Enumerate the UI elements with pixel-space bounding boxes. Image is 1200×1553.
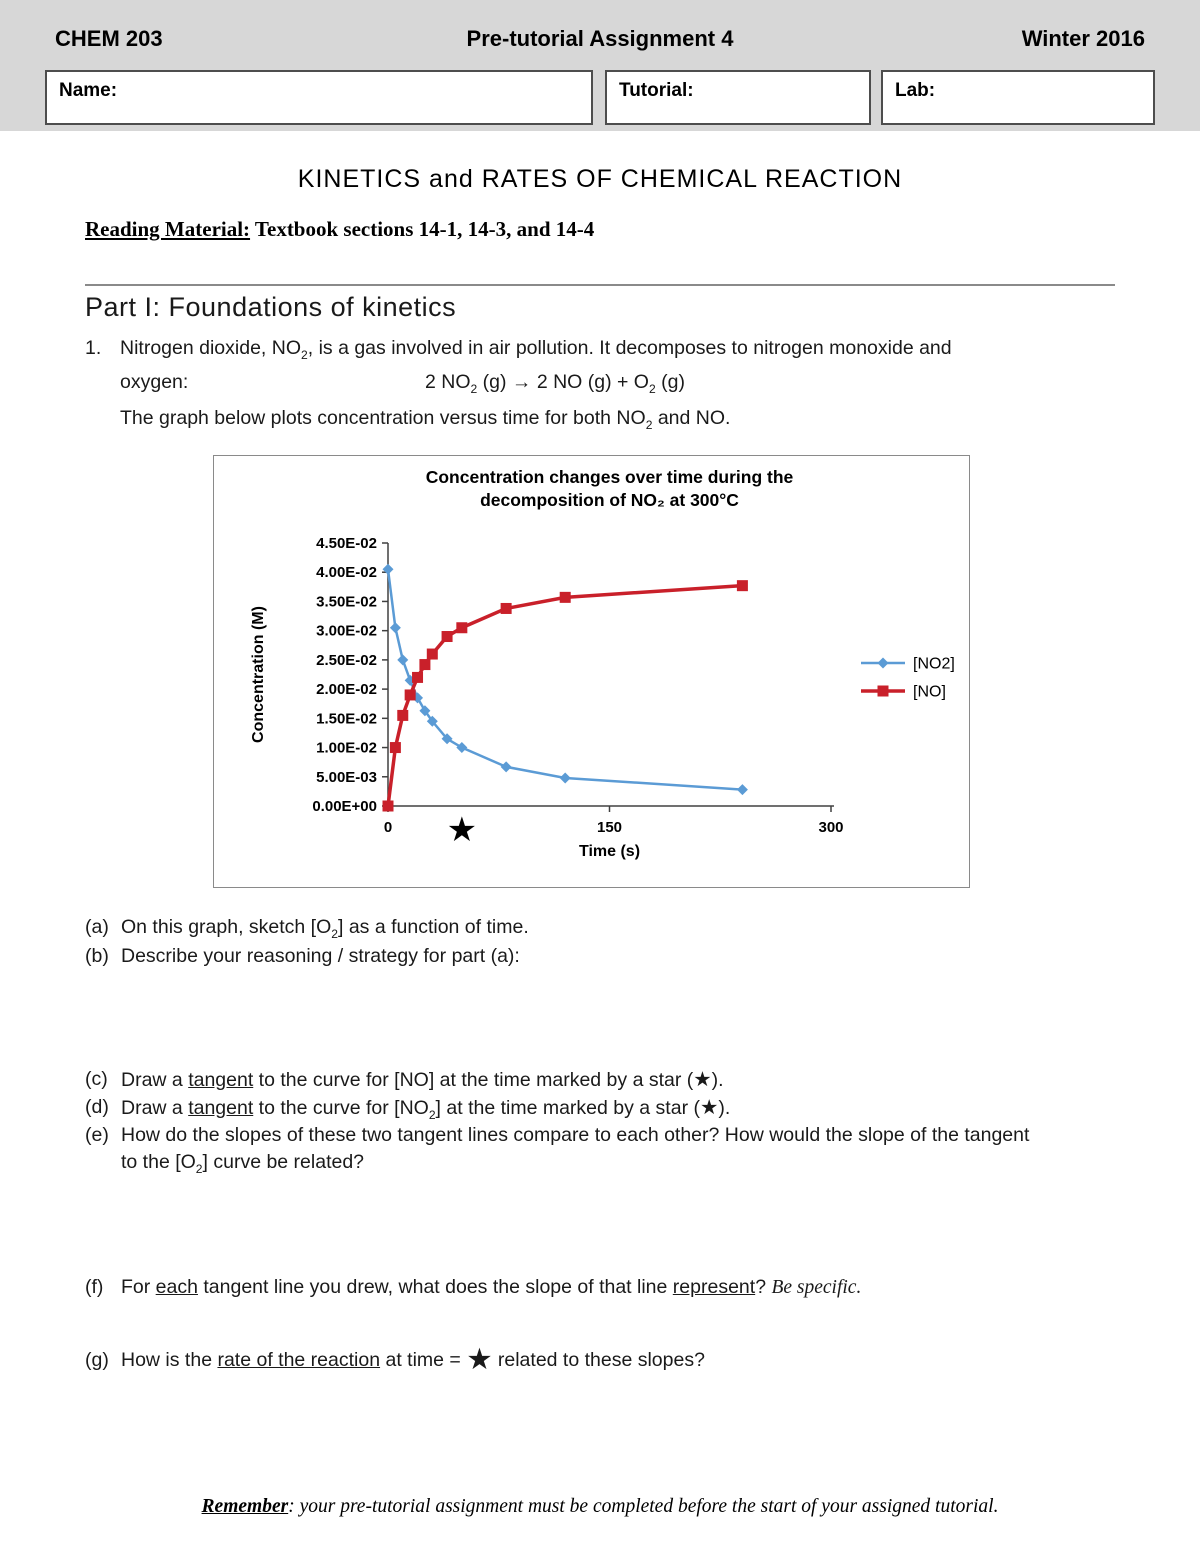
x-tick-label: 0	[383, 819, 393, 836]
name-field-label: Name:	[59, 80, 118, 101]
data-marker-square	[405, 689, 416, 700]
y-tick-label: 5.00E-03	[316, 768, 377, 786]
question-g	[85, 1344, 1047, 1376]
page-header	[55, 26, 1145, 52]
question-f-label: (f)	[85, 1276, 104, 1298]
y-axis-title: Concentration (M)	[250, 606, 267, 743]
data-marker-square	[419, 659, 430, 670]
y-tick-label: 4.00E-02	[316, 564, 377, 582]
question-a-label: (a)	[85, 916, 109, 938]
chart-svg	[214, 456, 969, 887]
y-tick-label: 4.50E-02	[316, 535, 377, 552]
course-code: CHEM 203	[55, 26, 163, 51]
question-a	[85, 914, 1047, 941]
y-tick-label: 1.50E-02	[316, 710, 377, 728]
question-b-label: (b)	[85, 945, 109, 967]
question1-text-line1: Nitrogen dioxide, $NO_2$, is a gas involved in air pollution. It decomposes to nitrogen monoxide and	[120, 337, 952, 362]
question1-text-line3: The graph below plots concentration versus time for both $NO_2$ and NO.	[120, 407, 731, 432]
part-title: Part I: Foundations of kinetics	[85, 292, 457, 322]
question1-oxygen-label: oxygen:	[120, 371, 189, 393]
question-g-label: (g)	[85, 1349, 109, 1371]
lab-field	[881, 70, 1155, 125]
question-d-text: Draw a tangent to the curve for $[NO_2]$ at the time marked by a star (★).	[121, 1096, 731, 1122]
data-marker-diamond	[560, 772, 571, 783]
question-c-text: Draw a tangent to the curve for [NO] at the time marked by a star (★).	[121, 1068, 724, 1091]
y-tick-label: 2.50E-02	[316, 651, 377, 669]
x-tick-label: 300	[818, 819, 844, 836]
question-b-text: Describe your reasoning / strategy for part (a):	[121, 945, 520, 967]
legend-label: [NO]	[913, 683, 946, 701]
lab-field-label: Lab:	[895, 80, 936, 101]
question-c	[85, 1066, 1047, 1095]
footer-reminder: Remember: your pre-tutorial assignment must be completed before the start of your assigned tutorial.	[201, 1496, 999, 1517]
data-marker-square	[397, 710, 408, 721]
y-tick-label: 2.00E-02	[316, 681, 377, 699]
data-marker-square	[390, 742, 401, 753]
x-axis-title: Time (s)	[578, 843, 641, 860]
data-marker-square	[456, 622, 467, 633]
question-b	[85, 943, 1047, 970]
tutorial-field	[605, 70, 871, 125]
question-e-label: (e)	[85, 1124, 109, 1146]
question-d-label: (d)	[85, 1096, 109, 1118]
question-c-label: (c)	[85, 1068, 108, 1090]
reading-material-line: Reading Material: Textbook sections 14-1, 14-3, and 14-4	[85, 217, 595, 241]
data-marker-square	[737, 580, 748, 591]
question-a-text: On this graph, sketch $[O_2]$ as a function of time.	[121, 916, 529, 941]
data-marker-diamond	[456, 742, 467, 753]
data-marker-square	[501, 603, 512, 614]
data-marker-square	[442, 631, 453, 642]
data-marker-diamond	[501, 761, 512, 772]
question-d	[85, 1094, 1047, 1123]
assignment-title: Pre-tutorial Assignment 4	[466, 26, 734, 51]
document-title: KINETICS and RATES OF CHEMICAL REACTION	[297, 165, 903, 193]
data-marker-diamond	[737, 784, 748, 795]
y-tick-label: 0.00E+00	[312, 798, 377, 815]
data-marker-square	[427, 649, 438, 660]
question-f	[85, 1274, 1047, 1301]
data-marker-diamond	[878, 658, 889, 669]
data-marker-diamond	[397, 654, 408, 665]
legend-label: [NO2]	[913, 655, 955, 673]
data-marker-square	[560, 592, 571, 603]
question-e-text: How do the slopes of these two tangent lines compare to each other? How would the slope of the tangent to the $[O_2]$ curve be related?	[121, 1124, 1030, 1177]
horizontal-divider	[85, 284, 1115, 286]
question-f-text: For each tangent line you drew, what does the slope of that line represent? Be specific.	[121, 1276, 862, 1298]
question-e	[85, 1122, 1047, 1177]
question-g-text: How is the rate of the reaction at time = ★ related to these slopes?	[121, 1344, 705, 1376]
y-tick-label: 3.50E-02	[316, 593, 377, 611]
star-marker: ★	[446, 811, 478, 849]
tutorial-field-label: Tutorial:	[619, 80, 694, 101]
reaction-equation: 2 $NO_2$ (g) → 2 NO $(g) + O_2$ (g)	[425, 371, 685, 396]
name-field	[45, 70, 593, 125]
question1-number: 1.	[85, 337, 102, 359]
data-marker-square	[878, 686, 889, 697]
y-tick-label: 3.00E-02	[316, 622, 377, 640]
term-label: Winter 2016	[1021, 26, 1145, 51]
concentration-time-chart	[213, 455, 970, 888]
chart-title-line: Concentration changes over time during the	[425, 467, 794, 487]
chart-title-line: decomposition of NO₂ at 300°C	[480, 490, 739, 510]
x-tick-label: 150	[596, 819, 623, 836]
data-marker-diamond	[390, 622, 401, 633]
data-marker-square	[383, 801, 394, 812]
y-tick-label: 1.00E-02	[316, 739, 377, 757]
data-marker-square	[412, 672, 423, 683]
data-marker-diamond	[383, 564, 394, 575]
